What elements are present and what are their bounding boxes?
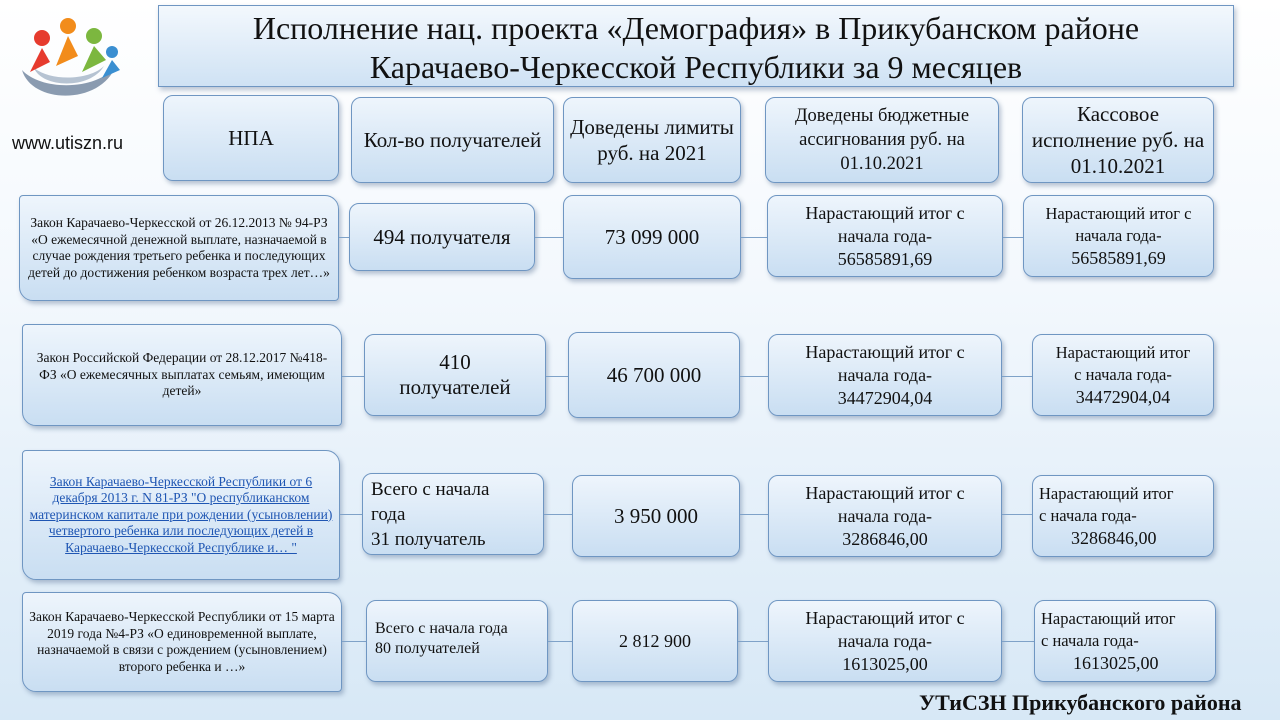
connector — [1003, 237, 1023, 238]
limit-row-1: 73 099 000 — [563, 195, 741, 279]
cash-row-1: Нарастающий итог с начала года- 56585891,69 — [1023, 195, 1214, 277]
cash-row-3: Нарастающий итог с начала года- 3286846,00 — [1032, 475, 1214, 557]
header-recipients: Кол-во получателей — [351, 97, 554, 183]
allocation-row-1: Нарастающий итог с начала года- 56585891,69 — [767, 195, 1003, 277]
connector — [342, 376, 364, 377]
allocation-row-3: Нарастающий итог с начала года- 3286846,00 — [768, 475, 1002, 557]
limit-row-4: 2 812 900 — [572, 600, 738, 682]
connector — [535, 237, 563, 238]
limit-row-2: 46 700 000 — [568, 332, 740, 418]
law-row-2: Закон Российской Федерации от 28.12.2017 №418-ФЗ «О ежемесячных выплатах семьям, имеющим детей» — [22, 324, 342, 426]
cash-row-2: Нарастающий итог с начала года- 34472904,04 — [1032, 334, 1214, 416]
title-line-2: Карачаево-Черкесской Республики за 9 месяцев — [369, 49, 1023, 85]
connector — [740, 376, 768, 377]
connector — [342, 641, 366, 642]
logo-icon — [12, 10, 124, 102]
page-title — [158, 5, 1234, 87]
recipients-row-3: Всего с начала года 31 получатель — [362, 473, 544, 555]
limit-row-3: 3 950 000 — [572, 475, 740, 557]
connector — [1002, 641, 1034, 642]
connector — [741, 237, 767, 238]
header-allocations: Доведены бюджетные ассигнования руб. на 01.10.2021 — [765, 97, 999, 183]
law-row-3-link[interactable]: Закон Карачаево-Черкесской Республики от 6 декабря 2013 г. N 81-РЗ "О республиканском материнском капитале при рождении (усыновлении) четвертого ребенка или последующих детей в Карачаево-Черкесской Республике и… " — [22, 450, 340, 580]
website-url[interactable]: www.utiszn.ru — [12, 133, 124, 153]
cash-row-4: Нарастающий итог с начала года- 1613025,00 — [1034, 600, 1216, 682]
connector — [544, 514, 572, 515]
allocation-row-2: Нарастающий итог с начала года- 34472904,04 — [768, 334, 1002, 416]
connector — [1002, 514, 1032, 515]
header-cash: Кассовое исполнение руб. на 01.10.2021 — [1022, 97, 1214, 183]
recipients-row-1: 494 получателя — [349, 203, 535, 271]
connector — [339, 237, 349, 238]
footer-organization: УТиСЗН Прикубанского района — [919, 690, 1242, 715]
connector — [340, 514, 362, 515]
connector — [740, 514, 768, 515]
law-row-4: Закон Карачаево-Черкесской Республики от 15 марта 2019 года №4-РЗ «О единовременной выплате, назначаемой в связи с рождением (усыновлением) второго ребенка и …» — [22, 592, 342, 692]
header-limits: Доведены лимиты руб. на 2021 — [563, 97, 741, 183]
connector — [548, 641, 572, 642]
connector — [738, 641, 768, 642]
header-npa: НПА — [163, 95, 339, 181]
recipients-row-2: 410 получателей — [364, 334, 546, 416]
law-row-1: Закон Карачаево-Черкесской от 26.12.2013 № 94-РЗ «О ежемесячной денежной выплате, назначаемой в случае рождения третьего ребенка и последующих детей до достижения ребенком возраста трех лет…» — [19, 195, 339, 301]
connector — [1002, 376, 1032, 377]
recipients-row-4: Всего с начала года 80 получателей — [366, 600, 548, 682]
connector — [546, 376, 568, 377]
title-line-1: Исполнение нац. проекта «Демография» в Прикубанском районе — [252, 10, 1140, 46]
allocation-row-4: Нарастающий итог с начала года- 1613025,00 — [768, 600, 1002, 682]
